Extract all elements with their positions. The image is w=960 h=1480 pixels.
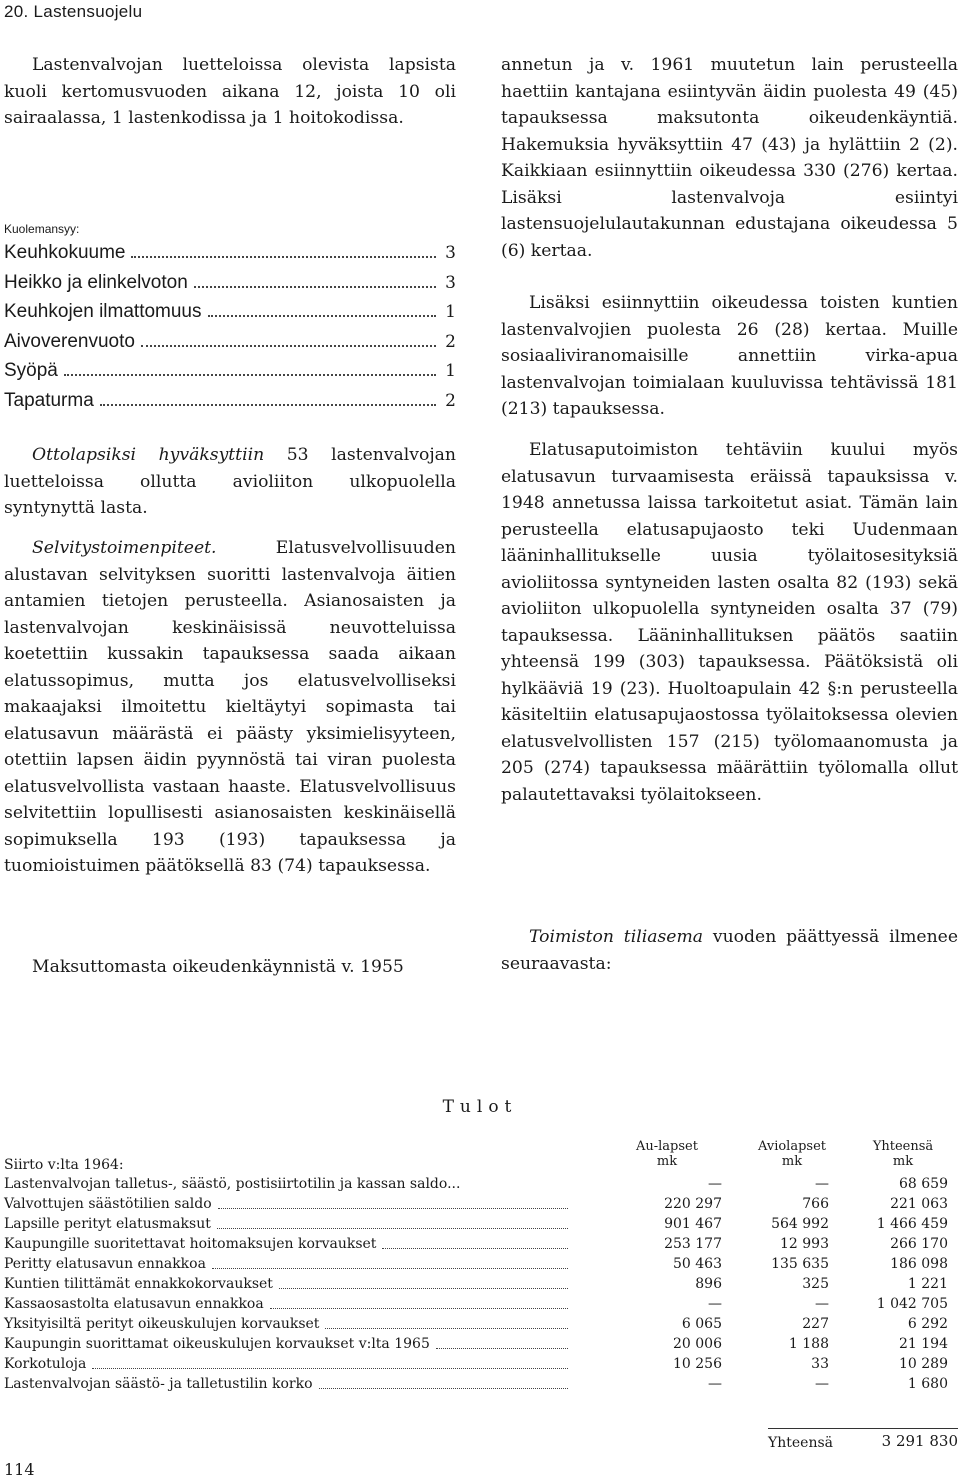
row-value-total: 1 042 705 [876,1296,948,1312]
cause-count: 2 [445,390,456,411]
table-title: Tulot [442,1097,518,1117]
cause-count: 1 [445,302,456,322]
row-label: Peritty elatusavun ennakkoa [4,1256,206,1272]
leader-dots [218,1208,568,1209]
row-value-total: 1 466 459 [876,1216,948,1232]
col-header-total [848,1139,958,1169]
col-header-avio-unit: mk [781,1154,803,1169]
row-value-au: — [708,1296,722,1312]
row-value-au: 50 463 [673,1256,722,1272]
cause-label: Tapaturma [4,389,94,411]
leader-dots [217,1228,568,1229]
table-row [4,1214,958,1234]
cause-row [4,386,456,413]
cause-row [4,268,456,295]
row-value-avio: 12 993 [780,1236,829,1252]
row-value-avio: — [815,1176,829,1192]
row-value-avio: 325 [802,1276,829,1292]
table-section-label: Siirto v:lta 1964: [4,1157,124,1173]
leader-dots [382,1248,568,1249]
paragraph-maintenance-office: Elatusaputoimiston tehtäviin kuului myös elatusavun turvaamisesta eräissä tapauksissa v. 1948 annetussa laissa tarkoitetut asiat. Tämän lain perusteella elatusapujaosto teki Uudenmaan lääninhallitukselle uusia työlaitosesityksiä avioliitossa syntyneiden lasten osalta 82 (193) sekä avioliiton ulkopuolella syntyneiden osalta 37 (79) tapauksessa. Lääninhallituksen päätös saatiin yhteensä 199 (303) tapauksessa. Päätöksistä oli hylkääviä 19 (23). Huoltoapulain 42 §:n perusteella käsiteltiin elatusapujaostossa työlaitoksessa olevien elatusvelvollisten 157 (215) työlomaanomusta ja 205 (274) tapauksessa määrättiin työlomalla ollut palautettavaksi työlaitokseen. [501,440,958,805]
row-label: Lapsille perityt elatusmaksut [4,1216,211,1232]
table-row [4,1254,958,1274]
row-value-au: 901 467 [664,1216,722,1232]
table-row [4,1374,958,1394]
table-row [4,1234,958,1254]
row-label: Lastenvalvojan säästö- ja talletustilin korko [4,1376,313,1392]
paragraph-other-municipalities: Lisäksi esiinnyttiin oikeudessa toisten kuntien lastenvalvojien puolesta 26 (28) kertaa. Muille sosiaaliviranomaisille annettiin virka-apua lastenvalvojan toimialaan kuuluvissa tehtävissä 181 (213) tapauksessa. [501,293,958,419]
cause-count: 3 [445,243,456,263]
row-value-avio: 227 [802,1316,829,1332]
table-row [4,1354,958,1374]
row-value-au: 10 256 [673,1356,722,1372]
row-label: Kassaosastolta elatusavun ennakkoa [4,1296,264,1312]
table-row [4,1294,958,1314]
col-header-total-unit: mk [892,1154,914,1169]
row-value-au: 20 006 [673,1336,722,1352]
row-value-avio: 766 [802,1196,829,1212]
paragraph-adoptions [4,442,456,522]
row-value-avio: — [815,1376,829,1392]
row-value-au: 253 177 [664,1236,722,1252]
row-value-au: — [708,1176,722,1192]
row-value-avio: 564 992 [771,1216,829,1232]
row-value-total: 68 659 [899,1176,948,1192]
leader-dots [141,327,436,347]
table-total-line [768,1428,958,1451]
row-value-total: 10 289 [899,1356,948,1372]
row-value-total: 266 170 [890,1236,948,1252]
col-header-avio-name: Aviolapset [757,1139,826,1154]
cause-row [4,327,456,354]
row-value-au: — [708,1376,722,1392]
adoptions-text: 53 lastenvalvojan luetteloissa ollutta avioliiton ulkopuolella syntynyttä lasta. [4,445,456,518]
row-value-total: 1 221 [907,1276,948,1292]
total-divider [768,1428,958,1429]
leader-dots [194,268,436,288]
leader-dots [279,1288,568,1289]
table-row [4,1194,958,1214]
page-number: 114 [4,1460,35,1479]
paragraph-free-trial: Maksuttomasta oikeudenkäynnistä v. 1955 [32,957,404,977]
leader-dots [325,1328,568,1329]
row-value-avio: 135 635 [771,1256,829,1272]
investigations-lead: Selvitystoimenpiteet. [32,538,217,558]
row-value-total: 21 194 [899,1336,948,1352]
leader-dots [212,1268,568,1269]
causes-heading: Kuolemansyy: [4,222,80,236]
row-value-total: 186 098 [890,1256,948,1272]
table-row [4,1314,958,1334]
row-label: Valvottujen säästötilien saldo [4,1196,212,1212]
investigations-text: Elatusvelvollisuuden alustavan selvityksen suoritti lastenvalvoja äitien antamien tietojen perusteella. Asianosaisten ja lastenvalvojan keskinäisissä neuvotteluissa koetettiin kussakin tapauksessa saada aikaan elatussopimus, mutta jos elatusvelvolliseksi makaajaksi ilmoitettu kieltäytyi sopimasta tai elatusavun määrästä ei päästy yksimielisyyteen, otettiin lapsen äidin pyynnöstä tai viran puolesta elatusvelvollista vastaan haaste. Elatusvelvollisuus selvitettiin lopullisesti asianosaisten keskinäisellä sopimuksella 193 (193) tapauksessa ja tuomioistuimen päätöksellä 83 (74) tapauksessa. [4,538,456,876]
cause-row [4,297,456,324]
cause-label: Keuhkokuume [4,242,126,263]
row-value-avio: — [815,1296,829,1312]
page-header: 20. Lastensuojelu [4,2,143,21]
row-label: Kaupungille suoritettavat hoitomaksujen korvaukset [4,1236,377,1252]
row-value-au: 220 297 [664,1196,722,1212]
leader-dots [100,386,436,406]
col-header-au-name: Au-lapset [636,1139,698,1154]
leader-dots [64,356,436,376]
cause-row [4,356,456,383]
paragraph-court: annetun ja v. 1961 muutetun lain perusteella haettiin kantajana esiintyvän äidin puolesta 49 (45) tapauksessa maksutonta oikeudenkäyntiä. Hakemuksia hyväksyttiin 47 (43) ja hylättiin 2 (2). Kaikkiaan esiinnyttiin oikeudessa 330 (276) kertaa. Lisäksi lastenvalvoja esiintyi lastensuojelulautakunnan edustajana oikeudessa 5 (6) kertaa. [501,55,958,261]
leader-dots [131,238,436,258]
row-value-au: 6 065 [681,1316,722,1332]
accounts-text: vuoden päättyessä ilmenee seuraavasta: [501,927,959,974]
leader-dots [436,1348,568,1349]
total-value: 3 291 830 [881,1432,958,1450]
table-row [4,1174,958,1194]
col-header-au-unit: mk [656,1154,678,1169]
leader-dots [319,1388,569,1389]
table-row [4,1334,958,1354]
row-value-total: 6 292 [907,1316,948,1332]
row-label: Kuntien tilittämät ennakkokorvaukset [4,1276,273,1292]
leader-dots [208,297,437,317]
cause-label: Keuhkojen ilmattomuus [4,301,202,322]
cause-count: 1 [445,361,456,381]
row-label: Korkotuloja [4,1356,87,1372]
cause-label: Heikko ja elinkelvoton [4,271,188,293]
row-value-avio: 1 188 [788,1336,829,1352]
row-value-au: 896 [695,1276,722,1292]
total-label: Yhteensä [768,1435,834,1451]
cause-count: 2 [445,331,456,352]
table-row [4,1274,958,1294]
row-label: Yksityisiltä perityt oikeuskulujen korvaukset [4,1316,320,1332]
paragraph-accounts [501,924,958,977]
col-header-total-name: Yhteensä [872,1139,934,1154]
cause-row [4,238,456,265]
paragraph-investigations [4,535,456,880]
row-label: Lastenvalvojan talletus-, säästö, postisiirtotilin ja kassan saldo... [4,1176,461,1192]
accounts-lead: Toimiston tiliasema [529,927,703,947]
row-value-total: 1 680 [907,1376,948,1392]
col-header-au [612,1139,722,1169]
cause-label: Syöpä [4,360,58,381]
leader-dots [92,1368,568,1369]
paragraph-deaths: Lastenvalvojan luetteloissa olevista lapsista kuoli kertomusvuoden aikana 12, joista 10 oli sairaalassa, 1 lastenkodissa ja 1 hoitokodissa. [4,55,456,128]
leader-dots [270,1308,568,1309]
row-value-total: 221 063 [890,1196,948,1212]
col-header-avio [737,1139,847,1169]
adoptions-lead: Ottolapsiksi hyväksyttiin [32,445,265,465]
row-value-avio: 33 [811,1356,829,1372]
cause-label: Aivoverenvuoto [4,330,135,352]
cause-count: 3 [445,272,456,293]
row-label: Kaupungin suorittamat oikeuskulujen korvaukset v:lta 1965 [4,1336,430,1352]
